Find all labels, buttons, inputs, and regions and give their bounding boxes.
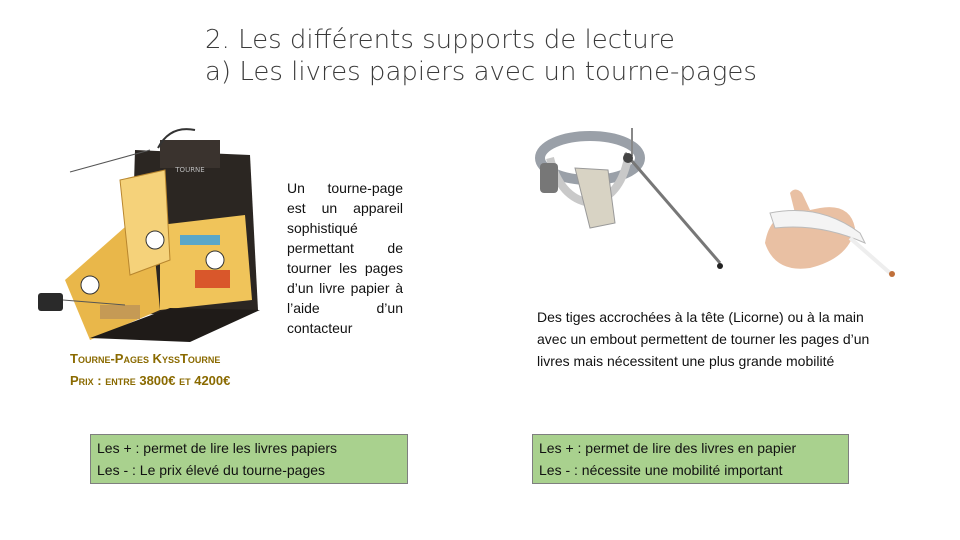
- device-label: TOURNE: [175, 166, 205, 174]
- slide-title: [205, 24, 905, 88]
- pros-left: Les + : permet de lire les livres papiers: [97, 440, 338, 456]
- cons-left: Les - : Le prix élevé du tourne-pages: [97, 462, 326, 478]
- pointer-sticks-description: Des tiges accrochées à la tête (Licorne) ou à la main avec un embout permettent de tourner les pages d’un livres mais nécessitent une plus grande mobilité: [537, 309, 870, 369]
- title-line-2: a) Les livres papiers avec un tourne-pages: [205, 57, 757, 87]
- page-turner-description: Un tourne-page est un appareil sophistiqué permettant de tourner les pages d’un livre papier à l’aide d’un contacteur: [287, 180, 403, 336]
- pros-cons-box-right: [532, 434, 849, 484]
- title-line-1: 2. Les différents supports de lecture: [205, 25, 675, 55]
- pros-cons-box-left: [90, 434, 408, 484]
- device-price: Prix : entre 3800€ et 4200€: [70, 373, 231, 388]
- cons-right: Les - : nécessite une mobilité important: [539, 462, 783, 478]
- device-name: Tourne-Pages KyssTourne: [70, 351, 221, 366]
- pointer-sticks-photo: [520, 118, 900, 288]
- pros-right: Les + : permet de lire des livres en papier: [539, 440, 797, 456]
- device-caption: [70, 348, 290, 392]
- page-turner-photo: [30, 110, 275, 345]
